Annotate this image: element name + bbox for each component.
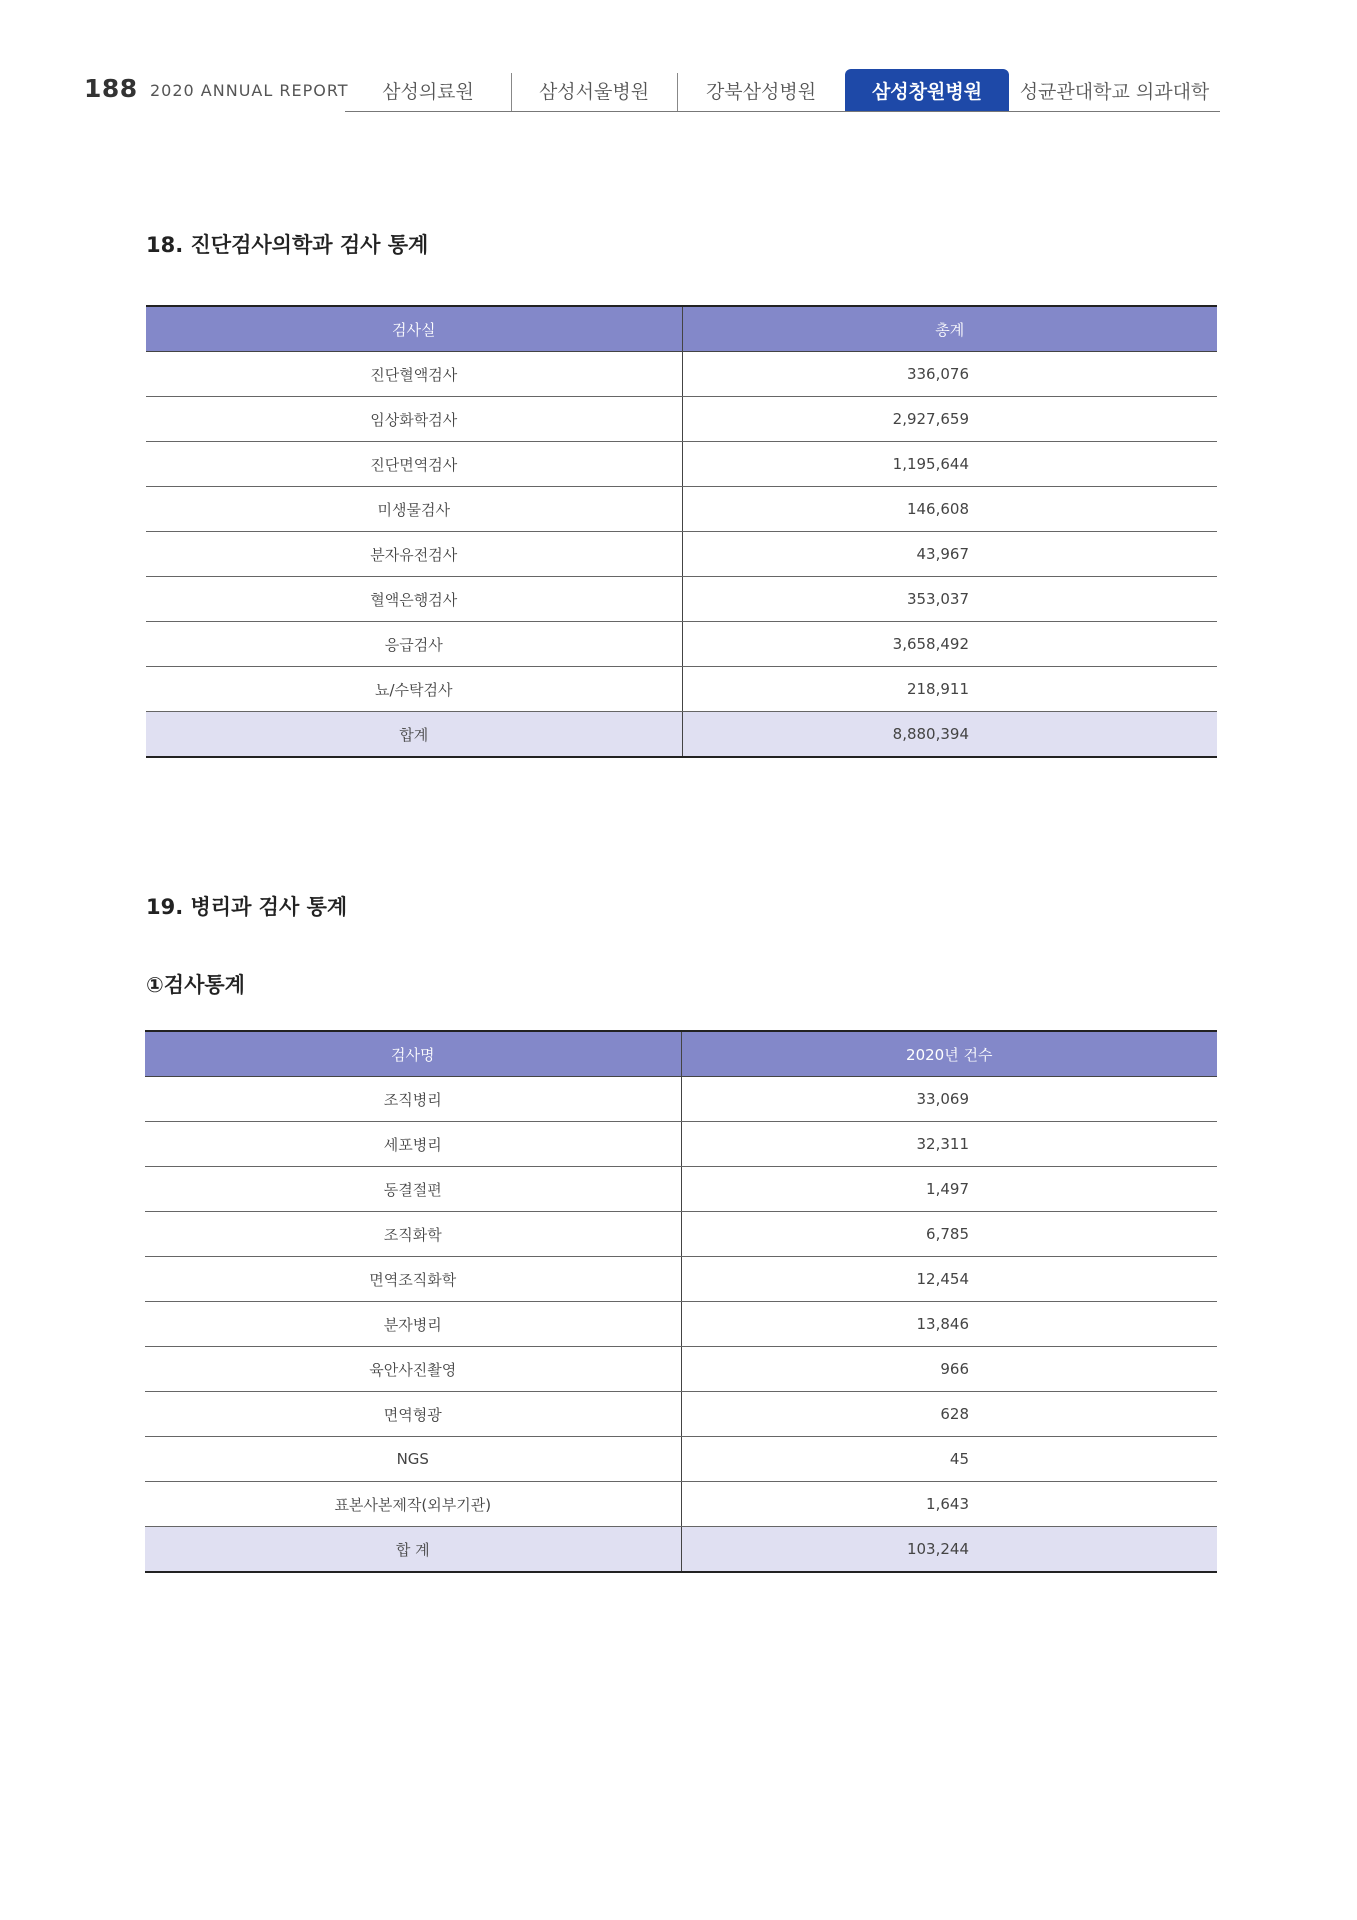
report-title: 2020 ANNUAL REPORT	[150, 81, 349, 100]
row-name: 혈액은행검사	[146, 577, 682, 622]
total-label: 합 계	[145, 1527, 681, 1573]
row-value: 1,195,644	[682, 442, 1217, 487]
table-row	[146, 352, 1217, 397]
row-name: 임상화학검사	[146, 397, 682, 442]
table-header-row	[146, 306, 1217, 352]
section-19-subtitle: ①검사통계	[146, 973, 245, 997]
section-19-title: 19. 병리과 검사 통계	[146, 895, 348, 919]
column-header-total: 총계	[682, 306, 1217, 352]
row-value: 336,076	[682, 352, 1217, 397]
column-header-lab: 검사실	[146, 306, 682, 352]
table-row	[146, 577, 1217, 622]
column-header-test-name: 검사명	[145, 1031, 681, 1077]
table-row	[146, 487, 1217, 532]
row-value: 6,785	[681, 1212, 1217, 1257]
row-value: 13,846	[681, 1302, 1217, 1347]
row-name: 조직병리	[145, 1077, 681, 1122]
tab-samsung-changwon-hospital[interactable]: 삼성창원병원	[845, 69, 1009, 111]
row-value: 12,454	[681, 1257, 1217, 1302]
total-label: 합계	[146, 712, 682, 758]
row-name: 분자유전검사	[146, 532, 682, 577]
table-row	[146, 667, 1217, 712]
pathology-stats-table	[145, 1030, 1217, 1573]
row-name: 진단면역검사	[146, 442, 682, 487]
table-row	[145, 1212, 1217, 1257]
table-header-row	[145, 1031, 1217, 1077]
table-row	[146, 622, 1217, 667]
row-value: 353,037	[682, 577, 1217, 622]
row-value: 1,497	[681, 1167, 1217, 1212]
row-value: 966	[681, 1347, 1217, 1392]
row-value: 1,643	[681, 1482, 1217, 1527]
row-name: 응급검사	[146, 622, 682, 667]
row-value: 628	[681, 1392, 1217, 1437]
tab-kangbuk-samsung-hospital[interactable]: 강북삼성병원	[677, 69, 845, 111]
table-total-row	[145, 1527, 1217, 1573]
row-value: 146,608	[682, 487, 1217, 532]
row-name: 세포병리	[145, 1122, 681, 1167]
section-18-title: 18. 진단검사의학과 검사 통계	[146, 233, 429, 257]
table-row	[146, 442, 1217, 487]
column-header-count-2020: 2020년 건수	[681, 1031, 1217, 1077]
row-name: 조직화학	[145, 1212, 681, 1257]
row-name: 미생물검사	[146, 487, 682, 532]
row-name: 육안사진촬영	[145, 1347, 681, 1392]
total-value: 8,880,394	[682, 712, 1217, 758]
row-name: 분자병리	[145, 1302, 681, 1347]
row-name: 면역조직화학	[145, 1257, 681, 1302]
row-value: 218,911	[682, 667, 1217, 712]
table-row	[146, 397, 1217, 442]
lab-medicine-stats-table	[146, 305, 1217, 758]
total-value: 103,244	[681, 1527, 1217, 1573]
table-row	[145, 1392, 1217, 1437]
tab-samsung-medical-center[interactable]: 삼성의료원	[382, 80, 474, 103]
row-value: 45	[681, 1437, 1217, 1482]
tab-skku-school-of-medicine[interactable]: 성균관대학교 의과대학	[1019, 80, 1210, 103]
table-row	[145, 1302, 1217, 1347]
table-row	[145, 1257, 1217, 1302]
row-value: 3,658,492	[682, 622, 1217, 667]
page-number: 188	[84, 74, 138, 103]
row-name: 진단혈액검사	[146, 352, 682, 397]
row-value: 32,311	[681, 1122, 1217, 1167]
tab-samsung-seoul-hospital[interactable]: 삼성서울병원	[511, 69, 677, 111]
row-name: 동결절편	[145, 1167, 681, 1212]
table-row	[145, 1437, 1217, 1482]
row-name: 표본사본제작(외부기관)	[145, 1482, 681, 1527]
row-value: 43,967	[682, 532, 1217, 577]
table-row	[145, 1122, 1217, 1167]
table-total-row	[146, 712, 1217, 758]
table-row	[145, 1482, 1217, 1527]
hospital-nav-tabs	[345, 69, 1220, 112]
row-name: 면역형광	[145, 1392, 681, 1437]
table-row	[146, 532, 1217, 577]
table-row	[145, 1167, 1217, 1212]
row-name: NGS	[145, 1437, 681, 1482]
table-row	[145, 1077, 1217, 1122]
table-row	[145, 1347, 1217, 1392]
row-value: 33,069	[681, 1077, 1217, 1122]
row-value: 2,927,659	[682, 397, 1217, 442]
row-name: 뇨/수탁검사	[146, 667, 682, 712]
